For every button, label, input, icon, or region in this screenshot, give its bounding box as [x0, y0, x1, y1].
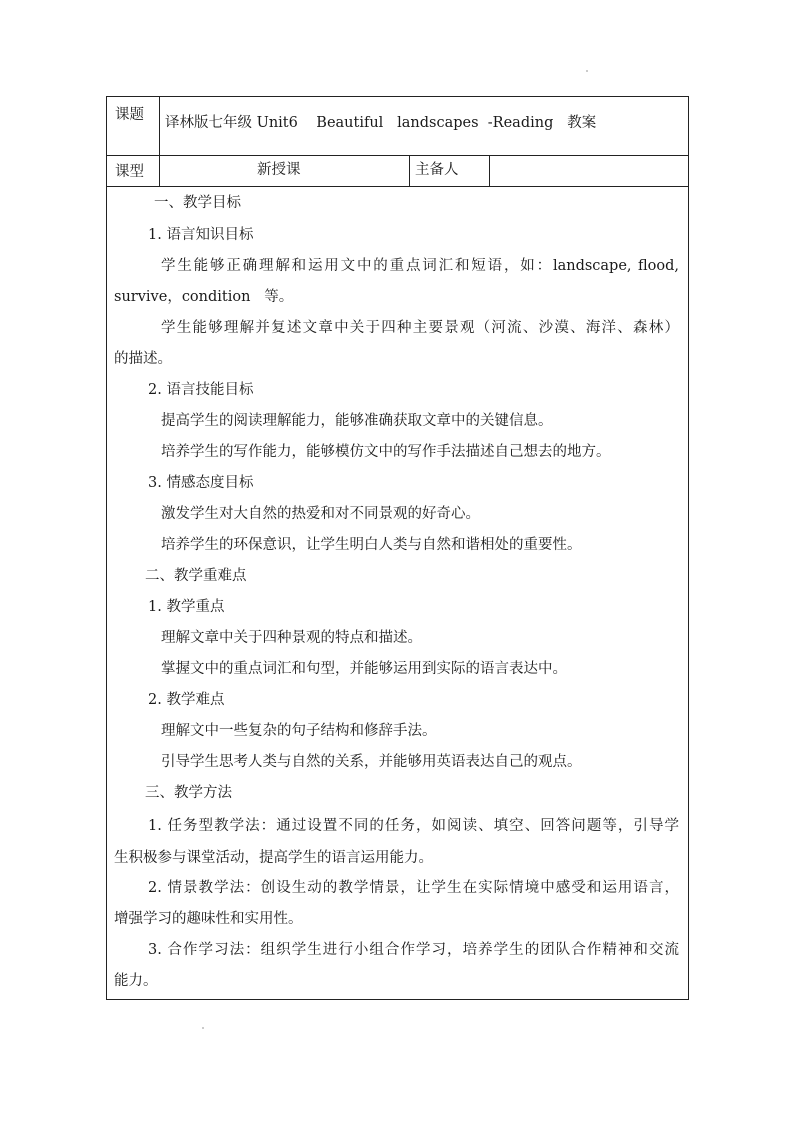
paragraph-line: 的描述。	[114, 351, 172, 367]
paragraph-line: 增强学习的趣味性和实用性。	[114, 911, 303, 927]
lesson-content	[107, 187, 688, 999]
paragraph-line: 引导学生思考人类与自然的关系，并能够用英语表达自己的观点。	[161, 754, 582, 770]
subsection-heading: 2. 语言技能目标	[148, 382, 254, 398]
paragraph-line: 理解文章中关于四种景观的特点和描述。	[161, 630, 422, 646]
bottom-dot	[202, 1027, 204, 1029]
type-row	[107, 156, 688, 187]
title-label: 课题	[115, 107, 144, 123]
preparer-label: 主备人	[415, 162, 459, 178]
paragraph-line: 3. 合作学习法：组织学生进行小组合作学习，培养学生的团队合作精神和交流	[148, 942, 679, 958]
type-value: 新授课	[257, 162, 301, 178]
paragraph-line: 激发学生对大自然的热爱和对不同景观的好奇心。	[161, 506, 480, 522]
type-label: 课型	[115, 164, 144, 180]
paragraph-line: 培养学生的写作能力，能够模仿文中的写作手法描述自己想去的地方。	[161, 444, 611, 460]
paragraph-line: 1. 任务型教学法：通过设置不同的任务，如阅读、填空、回答问题等，引导学	[148, 818, 679, 834]
column-divider	[159, 97, 160, 155]
column-divider	[409, 156, 410, 186]
title-row	[107, 97, 688, 156]
paragraph-line: 掌握文中的重点词汇和句型，并能够运用到实际的语言表达中。	[161, 661, 567, 677]
column-divider	[489, 156, 490, 186]
section-heading: 一、教学目标	[154, 195, 241, 211]
lesson-title: 译林版七年级 Unit6 Beautiful landscapes -Reading 教案	[165, 115, 597, 131]
subsection-heading: 1. 语言知识目标	[148, 227, 254, 243]
corner-dot	[586, 70, 588, 72]
section-heading: 二、教学重难点	[145, 568, 247, 584]
section-heading: 三、教学方法	[145, 785, 232, 801]
paragraph-line: 2. 情景教学法：创设生动的教学情景，让学生在实际情境中感受和运用语言，	[148, 880, 679, 896]
paragraph-line: 培养学生的环保意识，让学生明白人类与自然和谐相处的重要性。	[161, 537, 582, 553]
column-divider	[159, 156, 160, 186]
paragraph-line: 能力。	[114, 973, 158, 989]
subsection-heading: 2. 教学难点	[148, 692, 225, 708]
paragraph-line: 提高学生的阅读理解能力，能够准确获取文章中的关键信息。	[161, 413, 553, 429]
paragraph-line: 学生能够正确理解和运用文中的重点词汇和短语，如：landscape, flood,	[161, 258, 679, 274]
paragraph-line: 理解文中一些复杂的句子结构和修辞手法。	[161, 723, 437, 739]
subsection-heading: 3. 情感态度目标	[148, 475, 254, 491]
paragraph-line: 学生能够理解并复述文章中关于四种主要景观（河流、沙漠、海洋、森林）	[161, 320, 679, 336]
subsection-heading: 1. 教学重点	[148, 599, 225, 615]
lesson-plan-table	[106, 96, 689, 1000]
paragraph-line: survive，condition 等。	[114, 289, 294, 305]
paragraph-line: 生积极参与课堂活动，提高学生的语言运用能力。	[114, 850, 433, 866]
